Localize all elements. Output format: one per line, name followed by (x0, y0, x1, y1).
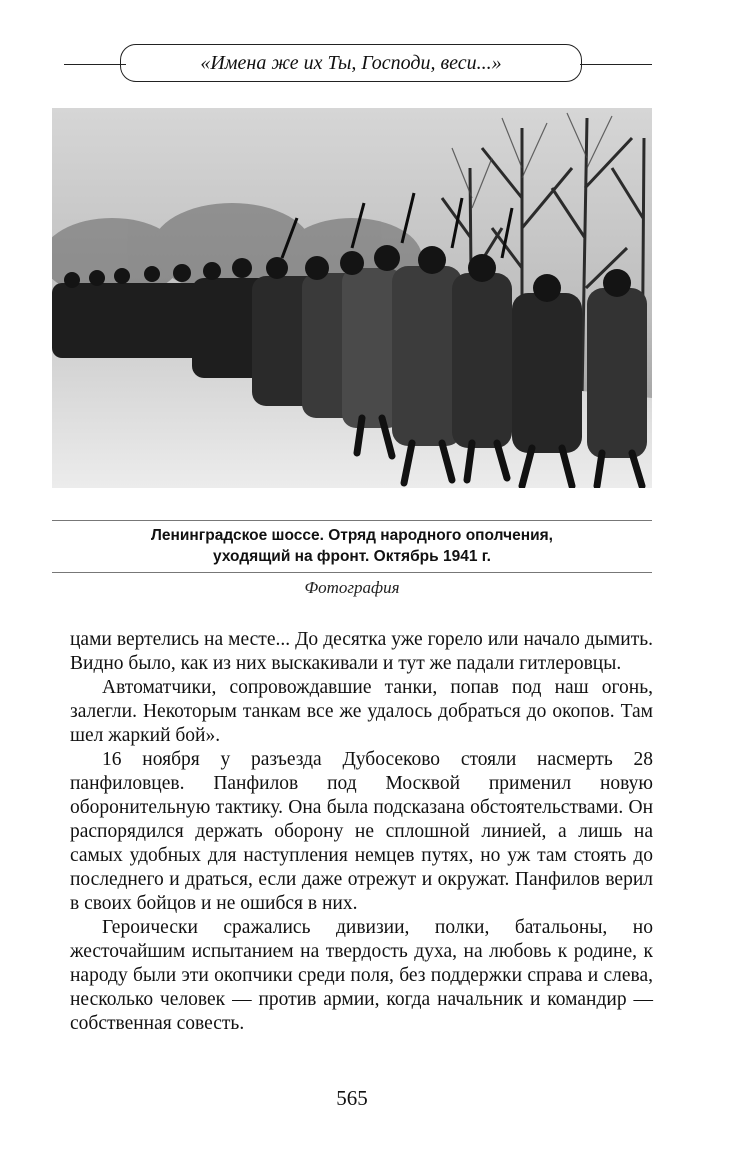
photograph-image (52, 108, 652, 488)
header-rule-right (580, 64, 652, 65)
photo-caption (52, 525, 652, 567)
running-title: «Имена же их Ты, Господи, веси...» (200, 51, 502, 74)
body-text (70, 628, 653, 1036)
running-header (120, 44, 582, 82)
paragraph-3: 16 ноября у разъезда Дубосеково стояли насмерть 28 панфиловцев. Панфилов под Москвой применил новую оборонительную тактику. Она была подсказана обстоятельствами. Он распорядился держать оборону не сплошной линией, а лишь на самых удобных для наступления немцев путях, но уж там стоять до последнего и драться, если даже отрежут и окружат. Панфилов верил в своих бойцов и не ошибся в них. (70, 749, 653, 914)
photo-label: Фотография (304, 578, 400, 597)
header-rule-left (64, 64, 126, 65)
page-number: 565 (336, 1086, 368, 1110)
caption-line-1: Ленинградское шоссе. Отряд народного ополчения, (151, 527, 553, 544)
caption-rule-bottom (52, 572, 652, 573)
caption-line-2: уходящий на фронт. Октябрь 1941 г. (213, 548, 491, 565)
caption-rule-top (52, 520, 652, 521)
photograph (52, 108, 652, 488)
paragraph-4: Героически сражались дивизии, полки, батальоны, но жесточайшим испытанием на твердость духа, на любовь к родине, к народу были эти окопчики среди поля, без поддержки справа и слева, несколько человек — против армии, когда начальник и командир — собственная совесть. (70, 917, 653, 1034)
paragraph-1: цами вертелись на месте... До десятка уже горело или начало дымить. Видно было, как из них выскакивали и тут же падали гитлеровцы. (70, 629, 653, 674)
paragraph-2: Автоматчики, сопровождавшие танки, попав под наш огонь, залегли. Некоторым танкам все же удалось добраться до окопов. Там шел жаркий бой». (70, 677, 653, 746)
